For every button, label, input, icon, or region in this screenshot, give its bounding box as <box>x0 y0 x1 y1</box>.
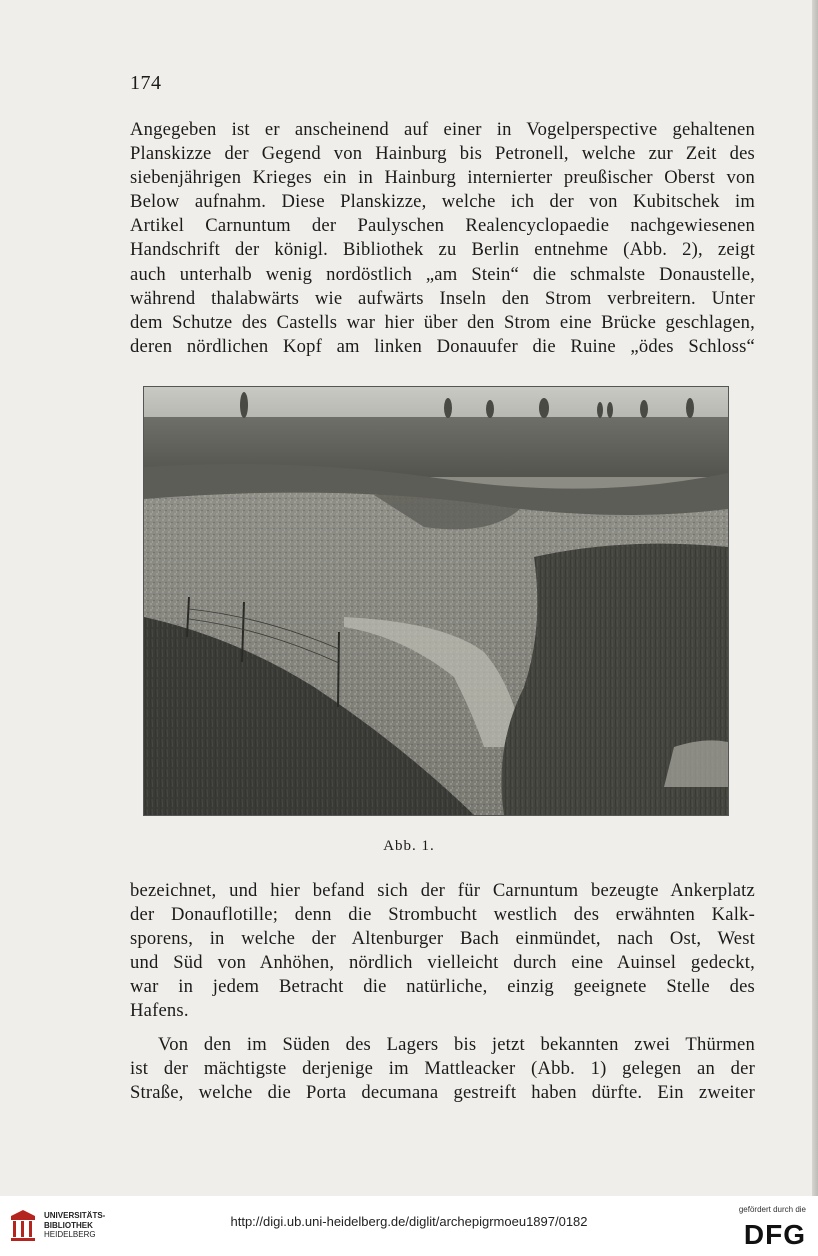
text-line: Angegeben ist er anscheinend auf einer in Vogelperspective gehaltenen <box>130 119 755 140</box>
text-line: Below aufnahm. Diese Planskizze, welche ich der von Kubitschek im <box>130 191 755 213</box>
figure-photograph <box>143 386 729 816</box>
text-line: Hafens. <box>130 1000 189 1022</box>
figure-caption: Abb. 1. <box>383 838 435 854</box>
photo-ruin-landscape <box>144 387 728 815</box>
library-name-line: UNIVERSITÄTS- <box>44 1211 106 1220</box>
text-line: und Süd von Anhöhen, nördlich vielleicht durch eine Auinsel gedeckt, <box>130 952 755 974</box>
funding-note: gefördert durch die <box>738 1205 806 1214</box>
text-line: Straße, welche die Porta decumana gestreift haben dürfte. Ein zweiter <box>130 1082 755 1104</box>
source-url-link[interactable]: http://digi.ub.uni-heidelberg.de/diglit/archepigrmoeu1897/0182 <box>230 1214 588 1229</box>
library-name-line: BIBLIOTHEK <box>44 1220 93 1230</box>
text-line: der Donauflotille; denn die Strombucht westlich des erwähnten Kalk- <box>130 904 755 926</box>
text-line: sporens, in welche der Altenburger Bach einmündet, nach Ost, West <box>130 928 755 950</box>
text-line: war in jedem Betracht die natürliche, einzig geeignete Stelle des <box>130 976 755 998</box>
text-line: deren nördlichen Kopf am linken Donauufer die Ruine „ödes Schloss“ <box>130 335 755 357</box>
paragraph-3 <box>130 1033 755 1105</box>
page-edge <box>812 0 818 1196</box>
text-line: Handschrift der königl. Bibliothek zu Berlin entnehme (Abb. 2), zeigt <box>130 239 755 261</box>
paragraph-2 <box>130 879 755 1024</box>
paragraph-1 <box>130 118 755 359</box>
text-line: Artikel Carnuntum der Paulyschen Realencyclopaedie nachgewiesenen <box>130 215 755 237</box>
text-line: Von den im Süden des Lagers bis jetzt bekannten zwei Thürmen <box>158 1034 755 1055</box>
text-line: während thalabwärts wie aufwärts Inseln den Strom verbreitern. Unter <box>130 287 755 309</box>
page-number: 174 <box>130 72 162 94</box>
text-line: siebenjährigen Krieges ein in Hainburg internierter preußischer Oberst von <box>130 167 755 189</box>
text-line: auch unterhalb wenig nordöstlich „am Stein“ die schmalste Donaustelle, <box>130 263 755 285</box>
text-line: bezeichnet, und hier befand sich der für Carnuntum bezeugte Ankerplatz <box>130 880 755 901</box>
dfg-logo: DFG <box>743 1219 806 1250</box>
library-name-line: HEIDELBERG <box>44 1230 96 1239</box>
text-line: ist der mächtigste derjenige im Mattleacker (Abb. 1) gelegen an der <box>130 1058 755 1080</box>
text-line: Planskizze der Gegend von Hainburg bis Petronell, welche zur Zeit des <box>130 143 755 165</box>
text-line: dem Schutze des Castells war hier über den Strom eine Brücke geschlagen, <box>130 311 755 333</box>
